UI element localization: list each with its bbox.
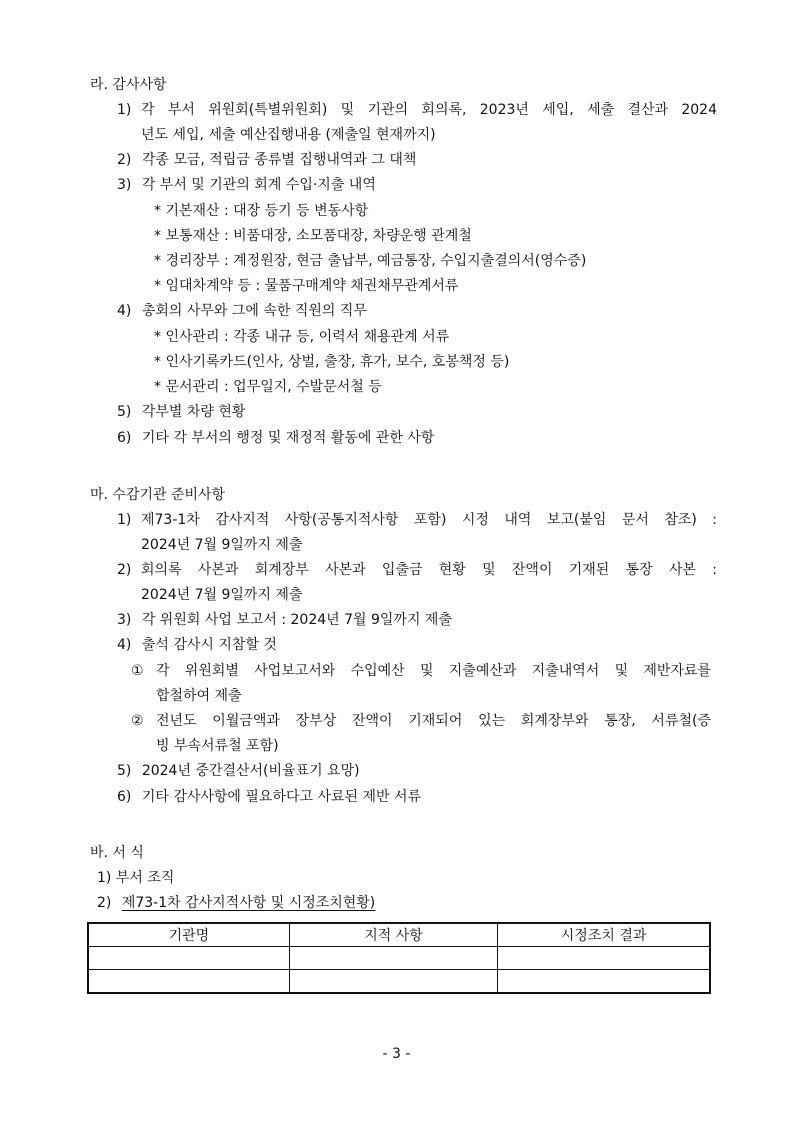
ma-item-3-text: 각 위원회 사업 보고서 : 2024년 7월 9일까지 제출 xyxy=(141,612,452,628)
ma-item-1-number: 1) xyxy=(117,512,132,528)
ma-item-4 xyxy=(117,632,277,658)
ma-item-6 xyxy=(117,784,421,810)
ma-circled-2-text-a: 전년도 이월금액과 장부상 잔액이 기재되어 있는 회계장부와 통장, 서류철(증 xyxy=(156,713,711,729)
ra-sub3-item-2: * 보통재산 : 비품대장, 소모품대장, 차량운행 관계철 xyxy=(154,228,472,244)
ra-item-5-number: 5) xyxy=(117,404,132,420)
ma-item-1-line-a xyxy=(117,507,717,533)
ra-item-2-number: 2) xyxy=(117,152,132,168)
table-cell xyxy=(289,947,497,970)
ra-sub3-item-3: * 경리장부 : 계정원장, 현금 출납부, 예금통장, 수입지출결의서(영수증) xyxy=(154,253,587,269)
ma-item-4-text: 출석 감사시 지참할 것 xyxy=(141,637,277,653)
ba-item-2 xyxy=(97,890,375,916)
ra-item-6-text: 기타 각 부서의 행정 및 재정적 활동에 관한 사항 xyxy=(141,430,435,446)
ma-item-5-number: 5) xyxy=(117,763,132,779)
table-row xyxy=(88,970,710,994)
ma-item-3-number: 3) xyxy=(117,612,132,628)
ma-item-1-text-b: 2024년 7월 9일까지 제출 xyxy=(141,537,303,553)
ra-sub4-item-1: * 인사관리 : 각종 내규 등, 이력서 채용관계 서류 xyxy=(154,329,450,345)
ra-item-4-text: 총회의 사무와 그에 속한 직원의 직무 xyxy=(141,303,367,319)
ra-item-1-text-a: 각 부서 위원회(특별위원회) 및 기관의 회의록, 2023년 세입, 세출 결산과 2024 xyxy=(141,102,717,118)
ra-item-1-line-a xyxy=(117,97,717,123)
ma-circled-1-number: ① xyxy=(131,663,144,679)
ba-item-2-text: 제73-1차 감사지적사항 및 시정조치현황) xyxy=(121,895,376,911)
ma-item-5 xyxy=(117,758,360,784)
ma-item-2-line-a xyxy=(117,557,717,583)
ra-sub3-item-4: * 임대차계약 등 : 물품구매계약 채권채무관계서류 xyxy=(154,278,459,294)
ra-item-5 xyxy=(117,399,245,425)
correction-status-table xyxy=(87,922,711,994)
ra-item-2-text: 각종 모금, 적립금 종류별 집행내역과 그 대책 xyxy=(141,152,417,168)
section-ra-title: 라. 감사사항 xyxy=(90,77,167,93)
ma-item-3 xyxy=(117,607,452,633)
ma-circled-1-line-a xyxy=(131,658,711,684)
ma-item-4-number: 4) xyxy=(117,637,132,653)
ra-item-6 xyxy=(117,425,434,451)
table-cell xyxy=(498,947,710,970)
section-ma-title: 마. 수감기관 준비사항 xyxy=(90,487,226,503)
table-cell xyxy=(289,970,497,994)
ma-circled-2-line-a xyxy=(131,708,711,734)
table-cell xyxy=(88,970,289,994)
table-header-finding: 지적 사항 xyxy=(289,923,497,947)
ra-item-6-number: 6) xyxy=(117,430,132,446)
ra-item-3-number: 3) xyxy=(117,177,132,193)
ma-circled-1-text-b: 합철하여 제출 xyxy=(156,688,242,704)
ba-item-2-number: 2) xyxy=(97,895,112,911)
ra-item-3 xyxy=(117,172,376,198)
table-header-agency: 기관명 xyxy=(88,923,289,947)
ra-sub4-item-3: * 문서관리 : 업무일지, 수발문서철 등 xyxy=(154,379,382,395)
page-number: - 3 - xyxy=(382,1046,411,1062)
ma-item-1-text-a: 제73-1차 감사지적 사항(공통지적사항 포함) 시정 내역 보고(붙임 문서 참조) : xyxy=(141,512,717,528)
ra-sub3-item-1: * 기본재산 : 대장 등기 등 변동사항 xyxy=(154,203,369,219)
ra-item-3-text: 각 부서 및 기관의 회계 수입·지출 내역 xyxy=(141,177,376,193)
ra-sub4-item-2: * 인사기록카드(인사, 상벌, 출장, 휴가, 보수, 호봉책정 등) xyxy=(154,354,510,370)
table-row xyxy=(88,947,710,970)
table-cell xyxy=(498,970,710,994)
ma-item-6-text: 기타 감사사항에 필요하다고 사료된 제반 서류 xyxy=(141,789,422,805)
table-header-row xyxy=(88,923,710,947)
ma-circled-1-text-a: 각 위원회별 사업보고서와 수입예산 및 지출예산과 지출내역서 및 제반자료를 xyxy=(156,663,711,679)
ma-item-2-text-b: 2024년 7월 9일까지 제출 xyxy=(141,587,303,603)
table-header-result: 시정조치 결과 xyxy=(498,923,710,947)
ma-circled-2-text-b: 빙 부속서류철 포함) xyxy=(156,738,279,754)
ba-item-1: 1) 부서 조직 xyxy=(97,870,175,886)
section-ba-title: 바. 서 식 xyxy=(90,845,144,861)
ra-item-4 xyxy=(117,298,367,324)
ma-item-5-text: 2024년 중간결산서(비율표기 요망) xyxy=(141,763,360,779)
ra-item-4-number: 4) xyxy=(117,303,132,319)
ra-item-1-text-b: 년도 세입, 세출 예산집행내용 (제출일 현재까지) xyxy=(141,127,436,143)
ra-item-1-number: 1) xyxy=(117,102,132,118)
ma-item-6-number: 6) xyxy=(117,789,132,805)
ra-item-2 xyxy=(117,147,416,173)
ma-circled-2-number: ② xyxy=(131,713,144,729)
table-cell xyxy=(88,947,289,970)
ra-item-5-text: 각부별 차량 현황 xyxy=(141,404,246,420)
ma-item-2-text-a: 회의록 사본과 회계장부 사본과 입출금 현황 및 잔액이 기재된 통장 사본 : xyxy=(141,562,717,578)
ma-item-2-number: 2) xyxy=(117,562,132,578)
